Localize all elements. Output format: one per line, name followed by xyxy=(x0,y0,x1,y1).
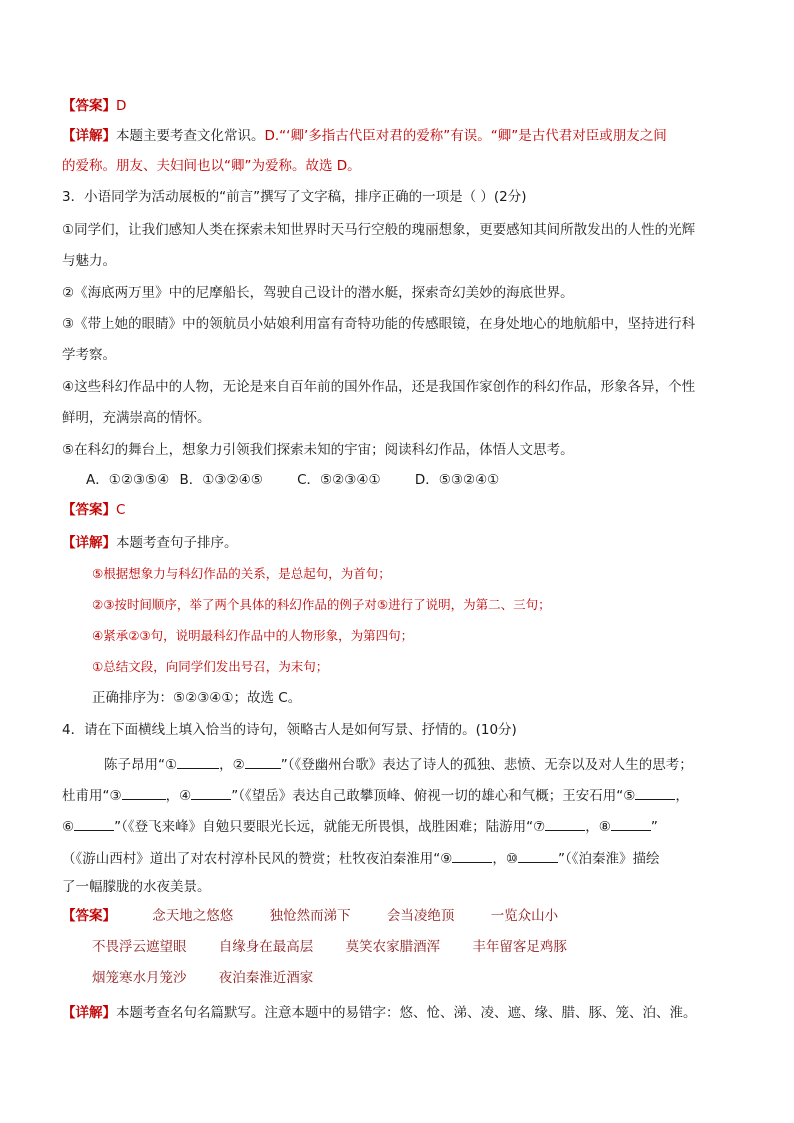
detail-text-red: D.“‘卿’多指古代臣对君的爱称”有误。“卿”是古代君对臣或朋友之间 xyxy=(264,128,667,144)
q3-sentence-5: ⑤在科幻的舞台上，想象力引领我们探索未知的宇宙；阅读科幻作品，体悟人文思考。 xyxy=(62,442,574,458)
blank-3[interactable] xyxy=(122,783,166,800)
q3-reason-4: ①总结文段，向同学们发出号召，为末句； xyxy=(92,659,329,674)
detail-text: 本题考查句子排序。 xyxy=(116,535,238,551)
q4-para-line-4 xyxy=(62,846,659,869)
text: （《游山西村》道出了对农村淳朴民风的赞赏；杜牧夜泊秦淮用“ xyxy=(62,851,441,867)
answer-item: 丰年留客足鸡豚 xyxy=(472,939,567,955)
detail-text: 本题考查名句名篇默写。注意本题中的易错字：悠、怆、涕、凌、遮、缘、腊、豚、笼、泊、淮。 xyxy=(116,1005,697,1021)
q3-reason-5: 正确排序为：⑤②③④①；故选 C。 xyxy=(92,690,302,706)
q2-detail-line-2: 的爱称。朋友、夫妇间也以“卿”为爱称。故选 D。 xyxy=(62,158,361,174)
q3-sentence-3-line-2: 学考察。 xyxy=(62,347,116,363)
option-b: B．①③②④⑤ xyxy=(179,472,263,488)
blank-number-5: ⑤ xyxy=(623,788,636,804)
detail-tag: 【详解】 xyxy=(62,1005,116,1021)
q3-reason-3: ④紧承②③句，说明最科幻作品中的人物形象，为第四句； xyxy=(92,628,414,643)
answer-item: 自缘身在最高层 xyxy=(218,939,314,955)
blank-9[interactable] xyxy=(452,846,492,863)
answer-item: 念天地之悠悠 xyxy=(152,908,234,924)
blank-6[interactable] xyxy=(74,814,114,831)
blank-number-6: ⑥ xyxy=(62,819,75,835)
text: 杜甫用“ xyxy=(62,788,110,804)
answer-tag: 【答案】 xyxy=(62,98,116,114)
blank-number-7: ⑦ xyxy=(533,819,546,835)
blank-4[interactable] xyxy=(191,783,231,800)
blank-10[interactable] xyxy=(518,846,558,863)
answer-tag: 【答案】 xyxy=(62,908,116,924)
option-c: C．⑤②③④① xyxy=(297,472,381,488)
blank-1[interactable] xyxy=(177,752,219,769)
answer-item: 烟笼寒水月笼沙 xyxy=(92,970,187,986)
answer-item: 夜泊秦淮近酒家 xyxy=(218,970,314,986)
q4-answer-line-3 xyxy=(92,968,313,988)
blank-2[interactable] xyxy=(245,752,281,769)
answer-item: 会当凌绝顶 xyxy=(386,908,455,924)
q4-para-line-5: 了一幅朦胧的水夜美景。 xyxy=(62,879,211,895)
text: ”（《泊秦淮》描绘 xyxy=(557,851,660,867)
q3-sentence-1-line-1: ①同学们，让我们感知人类在探索未知世界时天马行空般的瑰丽想象，更要感知其间所散发出的人性的光辉 xyxy=(62,222,696,238)
detail-tag: 【详解】 xyxy=(62,535,116,551)
blank-number-2: ② xyxy=(232,757,245,773)
q3-sentence-2: ②《海底两万里》中的尼摩船长，驾驶自己设计的潜水艇，探索奇幻美妙的海底世界。 xyxy=(62,285,574,301)
q2-detail-line-1 xyxy=(62,126,667,146)
text: ”（《望岳》表达自己敢攀顶峰、俯视一切的雄心和气概；王安石用“ xyxy=(231,788,624,804)
q3-sentence-4-line-2: 鲜明，充满崇高的情怀。 xyxy=(62,410,211,426)
blank-8[interactable] xyxy=(611,814,651,831)
q3-detail-line xyxy=(62,533,238,553)
text: ”（《登飞来峰》自勉只要眼光长远，就能无所畏惧，战胜困难；陆游用“ xyxy=(114,819,534,835)
text: 陈子昂用“ xyxy=(104,757,165,773)
q3-sentence-3-line-1: ③《带上她的眼睛》中的领航员小姑娘利用富有奇特功能的传感眼镜，在身处地心的地航船中，坚持进行科 xyxy=(62,316,696,332)
option-d: D．⑤③②④① xyxy=(414,472,500,488)
detail-text: 本题主要考查文化常识。 xyxy=(116,128,265,144)
blank-number-9: ⑨ xyxy=(440,851,453,867)
q3-sentence-1-line-2: 与魅力。 xyxy=(62,253,116,269)
text: ” xyxy=(650,819,658,835)
q3-reason-2: ②③按时间顺序，举了两个具体的科幻作品的例子对⑤进行了说明，为第二、三句； xyxy=(92,597,551,612)
answer-item: 独怆然而涕下 xyxy=(269,908,351,924)
blank-7[interactable] xyxy=(545,814,585,831)
q3-sentence-4-line-1: ④这些科幻作品中的人物，无论是来自百年前的国外作品，还是我国作家创作的科幻作品，形象各异，个性 xyxy=(62,379,696,395)
blank-5[interactable] xyxy=(635,783,675,800)
q3-options xyxy=(86,470,499,490)
answer-value: D xyxy=(116,98,127,114)
q2-answer-line xyxy=(62,96,126,116)
answer-item: 莫笑农家腊酒浑 xyxy=(345,939,441,955)
text: ， xyxy=(492,851,506,867)
blank-number-3: ③ xyxy=(109,788,122,804)
blank-number-4: ④ xyxy=(179,788,192,804)
answer-item: 一览众山小 xyxy=(490,908,559,924)
q4-stem: 4．请在下面横线上填入恰当的诗句，领略古人是如何写景、抒情的。(10分) xyxy=(62,722,517,738)
detail-tag: 【详解】 xyxy=(62,128,116,144)
q3-answer-line xyxy=(62,500,125,520)
q4-para-line-3 xyxy=(62,814,658,837)
q3-reason-1: ⑤根据想象力与科幻作品的关系，是总起句，为首句； xyxy=(92,566,391,581)
option-a: A．①②③⑤④ xyxy=(86,472,170,488)
answer-value: C xyxy=(116,502,126,518)
q3-stem: 3．小语同学为活动展板的“前言”撰写了文字稿，排序正确的一项是（ ）(2分) xyxy=(62,189,527,205)
q4-detail-line xyxy=(62,1003,697,1023)
text: ， xyxy=(585,819,599,835)
answer-tag: 【答案】 xyxy=(62,502,116,518)
text: ， xyxy=(219,757,233,773)
q4-answer-line-2 xyxy=(92,937,567,957)
text: ， xyxy=(675,788,689,804)
text: ， xyxy=(165,788,180,804)
blank-number-8: ⑧ xyxy=(598,819,611,835)
q4-answer-line-1 xyxy=(62,906,558,926)
q4-para-line-2 xyxy=(62,783,689,806)
q4-para-line-1 xyxy=(104,752,693,775)
blank-number-10: ⑩ xyxy=(505,851,518,867)
blank-number-1: ① xyxy=(165,757,178,773)
answer-item: 不畏浮云遮望眼 xyxy=(92,939,187,955)
text: ”（《登幽州台歌》表达了诗人的孤独、悲愤、无奈以及对人生的思考； xyxy=(280,757,693,773)
